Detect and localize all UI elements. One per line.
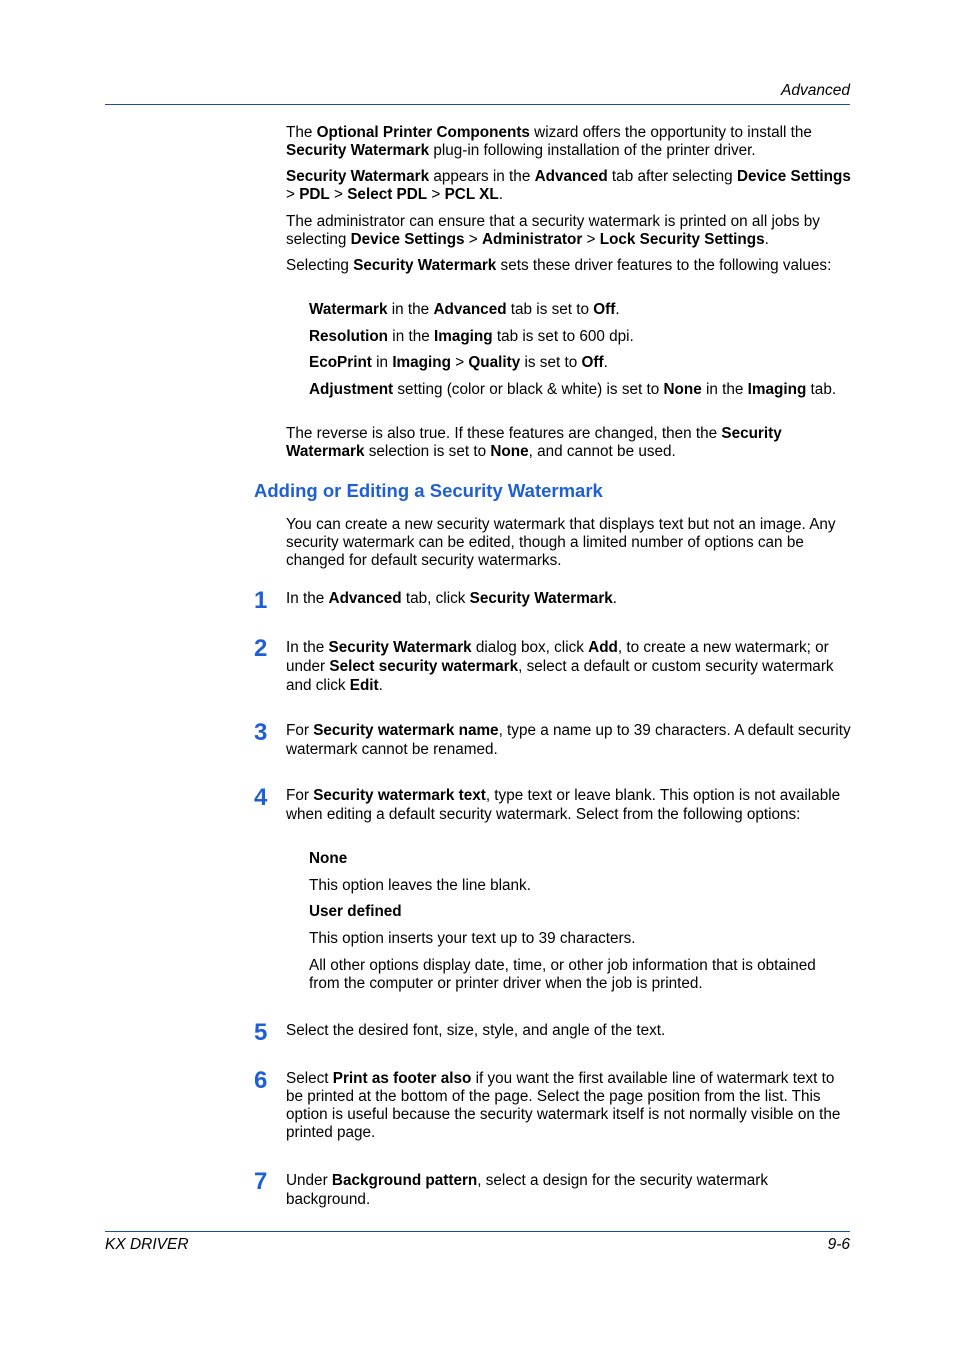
section-heading: Adding or Editing a Security Watermark	[254, 480, 603, 501]
step-3-text: For Security watermark name, type a name up to 39 characters. A default security watermark cannot be renamed.	[286, 722, 851, 758]
option-none-label: None	[309, 850, 348, 867]
intro-paragraph-4: Selecting Security Watermark sets these driver features to the following values:	[286, 257, 832, 274]
footer-rule	[105, 1231, 850, 1232]
feature-adjustment: Adjustment setting (color or black & white) is set to None in the Imaging tab.	[309, 381, 837, 398]
step-number-2: 2	[254, 635, 268, 662]
footer-product-name: KX DRIVER	[105, 1236, 189, 1253]
step-number-5: 5	[254, 1019, 268, 1046]
section-intro: You can create a new security watermark that displays text but not an image. Any security watermark can be edited, though a limited number of options can be changed for default security watermarks.	[286, 516, 836, 569]
feature-resolution: Resolution in the Imaging tab is set to 600 dpi.	[309, 328, 634, 345]
feature-ecoprint: EcoPrint in Imaging > Quality is set to Off.	[309, 354, 608, 371]
intro-paragraph-5: The reverse is also true. If these features are changed, then the Security Watermark selection is set to None, and cannot be used.	[286, 425, 782, 460]
option-user-defined-description: This option inserts your text up to 39 characters.	[309, 930, 636, 947]
step-number-1: 1	[254, 587, 268, 614]
intro-paragraph-1: The Optional Printer Components wizard offers the opportunity to install the Security Watermark plug-in following installation of the printer driver.	[286, 124, 812, 159]
intro-paragraph-2: Security Watermark appears in the Advanced tab after selecting Device Settings > PDL > Select PDL > PCL XL.	[286, 168, 851, 203]
step-number-4: 4	[254, 784, 268, 811]
step-number-6: 6	[254, 1067, 268, 1094]
intro-paragraph-3: The administrator can ensure that a security watermark is printed on all jobs by selecting Device Settings > Administrator > Lock Security Settings.	[286, 213, 820, 248]
feature-watermark: Watermark in the Advanced tab is set to Off.	[309, 301, 620, 318]
step-2-text: In the Security Watermark dialog box, click Add, to create a new watermark; or under Select security watermark, select a default or custom security watermark and click Edit.	[286, 639, 834, 694]
header-rule	[105, 104, 850, 105]
option-user-defined-label: User defined	[309, 903, 402, 920]
step-6-text: Select Print as footer also if you want the first available line of watermark text to be printed at the bottom of the page. Select the page position from the list. This option is useful because the security watermark itself is not normally visible on the printed page.	[286, 1070, 841, 1141]
step-5-text: Select the desired font, size, style, and angle of the text.	[286, 1022, 666, 1039]
step-1-text: In the Advanced tab, click Security Watermark.	[286, 590, 618, 607]
footer-page-number: 9-6	[827, 1236, 850, 1253]
step-4-text: For Security watermark text, type text or leave blank. This option is not available when editing a default security watermark. Select from the following options:	[286, 787, 841, 823]
option-none-description: This option leaves the line blank.	[309, 877, 531, 894]
step-number-7: 7	[254, 1168, 268, 1195]
option-other-description: All other options display date, time, or other job information that is obtained from the computer or printer driver when the job is printed.	[309, 957, 816, 992]
step-7-text: Under Background pattern, select a design for the security watermark background.	[286, 1172, 769, 1208]
step-number-3: 3	[254, 719, 268, 746]
header-title: Advanced	[781, 82, 850, 99]
